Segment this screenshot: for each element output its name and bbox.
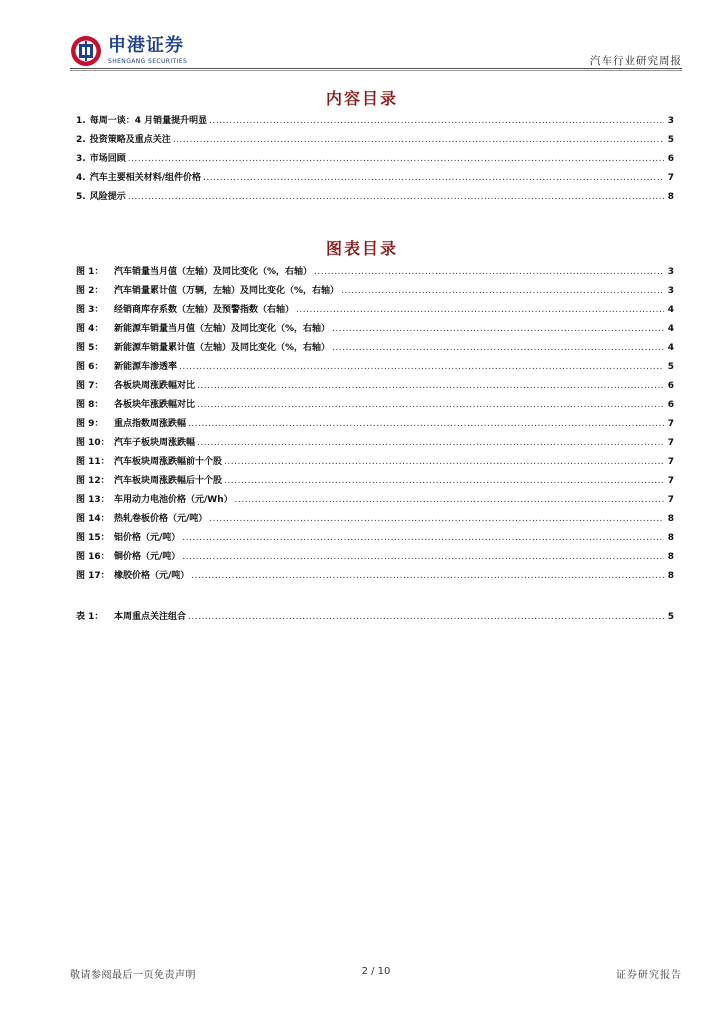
- toc-entry-page: 5: [667, 612, 674, 622]
- toc-dot-leader: [341, 286, 664, 296]
- footer-disclaimer: 敬请参阅最后一页免责声明: [70, 970, 196, 981]
- toc-entry-label: 汽车销量累计值（万辆，左轴）及同比变化（%，右轴）: [114, 286, 340, 296]
- toc-entry-label: 汽车主要相关材料/组件价格: [89, 173, 201, 183]
- toc-entry[interactable]: [76, 511, 674, 530]
- toc-entry-page: 7: [667, 438, 674, 448]
- toc-entry-number: 图 11：: [76, 457, 110, 467]
- toc-entry[interactable]: [76, 189, 674, 208]
- toc-entry[interactable]: [76, 302, 674, 321]
- toc-entry-number: 5.: [76, 192, 86, 202]
- toc-entry[interactable]: [76, 492, 674, 511]
- toc-entry-number: 4.: [76, 173, 86, 183]
- toc-entry-number: 1.: [76, 116, 86, 126]
- toc-entry-label: 汽车板块周涨跌幅后十个股: [114, 476, 223, 486]
- toc-dot-leader: [128, 192, 664, 202]
- toc-entry-label: 新能源车销量累计值（左轴）及同比变化（%，右轴）: [114, 343, 331, 353]
- page-header: [70, 34, 682, 74]
- toc-entry-label: 重点指数周涨跌幅: [114, 419, 187, 429]
- toc-entry-label: 汽车子板块周涨跌幅: [114, 438, 196, 448]
- toc-entry-number: 图 7：: [76, 381, 104, 391]
- toc-entry-page: 4: [667, 324, 674, 334]
- toc-entry-number: 图 5：: [76, 343, 104, 353]
- toc-entry[interactable]: [76, 132, 674, 151]
- toc-dot-leader: [197, 438, 664, 448]
- toc-entry-number: 图 13：: [76, 495, 110, 505]
- toc-dot-leader: [188, 612, 664, 622]
- tables-toc-list: [76, 609, 674, 628]
- toc-entry-page: 7: [667, 476, 674, 486]
- toc-entry[interactable]: [76, 397, 674, 416]
- header-divider: [70, 68, 682, 69]
- toc-entry[interactable]: [76, 170, 674, 189]
- toc-dot-leader: [332, 324, 664, 334]
- toc-dot-leader: [191, 571, 664, 581]
- toc-dot-leader: [197, 381, 664, 391]
- shengang-logo-icon: [70, 35, 102, 67]
- toc-list: [76, 113, 674, 208]
- toc-dot-leader: [209, 514, 664, 524]
- toc-entry-page: 4: [667, 305, 674, 315]
- toc-dot-leader: [188, 419, 664, 429]
- toc-entry-label: 市场回顾: [89, 154, 126, 164]
- toc-entry-page: 3: [667, 286, 674, 296]
- company-logo: [70, 34, 230, 70]
- toc-dot-leader: [209, 116, 664, 126]
- toc-entry-label: 汽车销量当月值（左轴）及同比变化（%，右轴）: [114, 267, 313, 277]
- toc-dot-leader: [296, 305, 664, 315]
- toc-entry[interactable]: [76, 151, 674, 170]
- toc-entry[interactable]: [76, 378, 674, 397]
- toc-entry-number: 图 1：: [76, 267, 104, 277]
- toc-entry-number: 图 16：: [76, 552, 110, 562]
- report-type: 汽车行业研究周报: [590, 55, 682, 67]
- toc-entry-page: 6: [667, 400, 674, 410]
- toc-entry[interactable]: [76, 435, 674, 454]
- toc-entry-page: 4: [667, 343, 674, 353]
- toc-entry-page: 5: [667, 362, 674, 372]
- toc-entry-page: 8: [667, 571, 674, 581]
- toc-entry-label: 新能源车渗透率: [114, 362, 178, 372]
- toc-entry[interactable]: [76, 264, 674, 283]
- toc-entry-page: 6: [667, 381, 674, 391]
- toc-entry-page: 7: [667, 173, 674, 183]
- toc-entry-page: 6: [667, 154, 674, 164]
- toc-entry-label: 铜价格（元/吨）: [114, 552, 181, 562]
- toc-entry-number: 图 14：: [76, 514, 110, 524]
- toc-dot-leader: [235, 495, 664, 505]
- toc-entry-page: 5: [667, 135, 674, 145]
- toc-entry-label: 各板块年涨跌幅对比: [114, 400, 196, 410]
- toc-entry[interactable]: [76, 473, 674, 492]
- toc-title: 内容目录: [325, 89, 398, 108]
- toc-entry-page: 3: [667, 116, 674, 126]
- logo-chinese-name: 申港证券: [108, 35, 184, 56]
- toc-entry-number: 图 9：: [76, 419, 104, 429]
- toc-entry[interactable]: [76, 568, 674, 587]
- toc-dot-leader: [182, 552, 664, 562]
- toc-entry-label: 经销商库存系数（左轴）及预警指数（右轴）: [114, 305, 295, 315]
- toc-entry-number: 图 10：: [76, 438, 110, 448]
- toc-entry-page: 8: [667, 533, 674, 543]
- toc-entry-page: 8: [667, 514, 674, 524]
- toc-dot-leader: [224, 457, 664, 467]
- toc-entry-number: 图 2：: [76, 286, 104, 296]
- toc-entry-label: 新能源车销量当月值（左轴）及同比变化（%，右轴）: [114, 324, 331, 334]
- toc-dot-leader: [332, 343, 664, 353]
- toc-dot-leader: [182, 533, 664, 543]
- toc-dot-leader: [203, 173, 664, 183]
- toc-entry[interactable]: [76, 454, 674, 473]
- toc-dot-leader: [173, 135, 664, 145]
- toc-entry[interactable]: [76, 321, 674, 340]
- toc-entry-label: 汽车板块周涨跌幅前十个股: [114, 457, 223, 467]
- toc-entry-number: 图 17：: [76, 571, 110, 581]
- toc-entry-number: 3.: [76, 154, 86, 164]
- toc-entry-page: 8: [667, 552, 674, 562]
- toc-entry-label: 铝价格（元/吨）: [114, 533, 181, 543]
- toc-dot-leader: [224, 476, 664, 486]
- figures-toc-list: [76, 264, 674, 587]
- toc-entry[interactable]: [76, 113, 674, 132]
- header-divider-thin: [70, 70, 682, 71]
- logo-english-name: SHENGANG SECURITIES: [108, 58, 188, 65]
- toc-entry-page: 7: [667, 457, 674, 467]
- toc-entry-page: 3: [667, 267, 674, 277]
- toc-entry-number: 表 1：: [76, 612, 104, 622]
- toc-entry[interactable]: [76, 340, 674, 359]
- toc-entry[interactable]: [76, 359, 674, 378]
- toc-entry-label: 各板块周涨跌幅对比: [114, 381, 196, 391]
- toc-entry-label: 橡胶价格（元/吨）: [114, 571, 190, 581]
- toc-dot-leader: [179, 362, 664, 372]
- toc-entry-label: 每周一谈：4 月销量提升明显: [89, 116, 208, 126]
- figures-toc-title: 图表目录: [325, 239, 398, 258]
- toc-entry-number: 图 3：: [76, 305, 104, 315]
- toc-entry[interactable]: [76, 609, 674, 628]
- toc-dot-leader: [128, 154, 664, 164]
- toc-entry-number: 图 4：: [76, 324, 104, 334]
- footer-doc-type: 证券研究报告: [616, 970, 682, 981]
- toc-entry-label: 热轧卷板价格（元/吨）: [114, 514, 208, 524]
- toc-entry-page: 7: [667, 495, 674, 505]
- toc-entry[interactable]: [76, 416, 674, 435]
- toc-entry-number: 2.: [76, 135, 86, 145]
- toc-entry-page: 8: [667, 192, 674, 202]
- toc-dot-leader: [314, 267, 664, 277]
- toc-entry-number: 图 15：: [76, 533, 110, 543]
- toc-entry[interactable]: [76, 549, 674, 568]
- toc-entry-number: 图 6：: [76, 362, 104, 372]
- page-footer: [70, 966, 682, 982]
- toc-entry-page: 7: [667, 419, 674, 429]
- toc-entry-number: 图 12：: [76, 476, 110, 486]
- toc-entry-label: 风险提示: [89, 192, 126, 202]
- toc-entry[interactable]: [76, 530, 674, 549]
- footer-page-number: 2 / 10: [361, 966, 391, 977]
- toc-dot-leader: [197, 400, 664, 410]
- toc-entry-label: 投资策略及重点关注: [89, 135, 171, 145]
- toc-entry[interactable]: [76, 283, 674, 302]
- toc-entry-number: 图 8：: [76, 400, 104, 410]
- toc-entry-label: 本周重点关注组合: [114, 612, 187, 622]
- toc-entry-label: 车用动力电池价格（元/Wh）: [114, 495, 233, 505]
